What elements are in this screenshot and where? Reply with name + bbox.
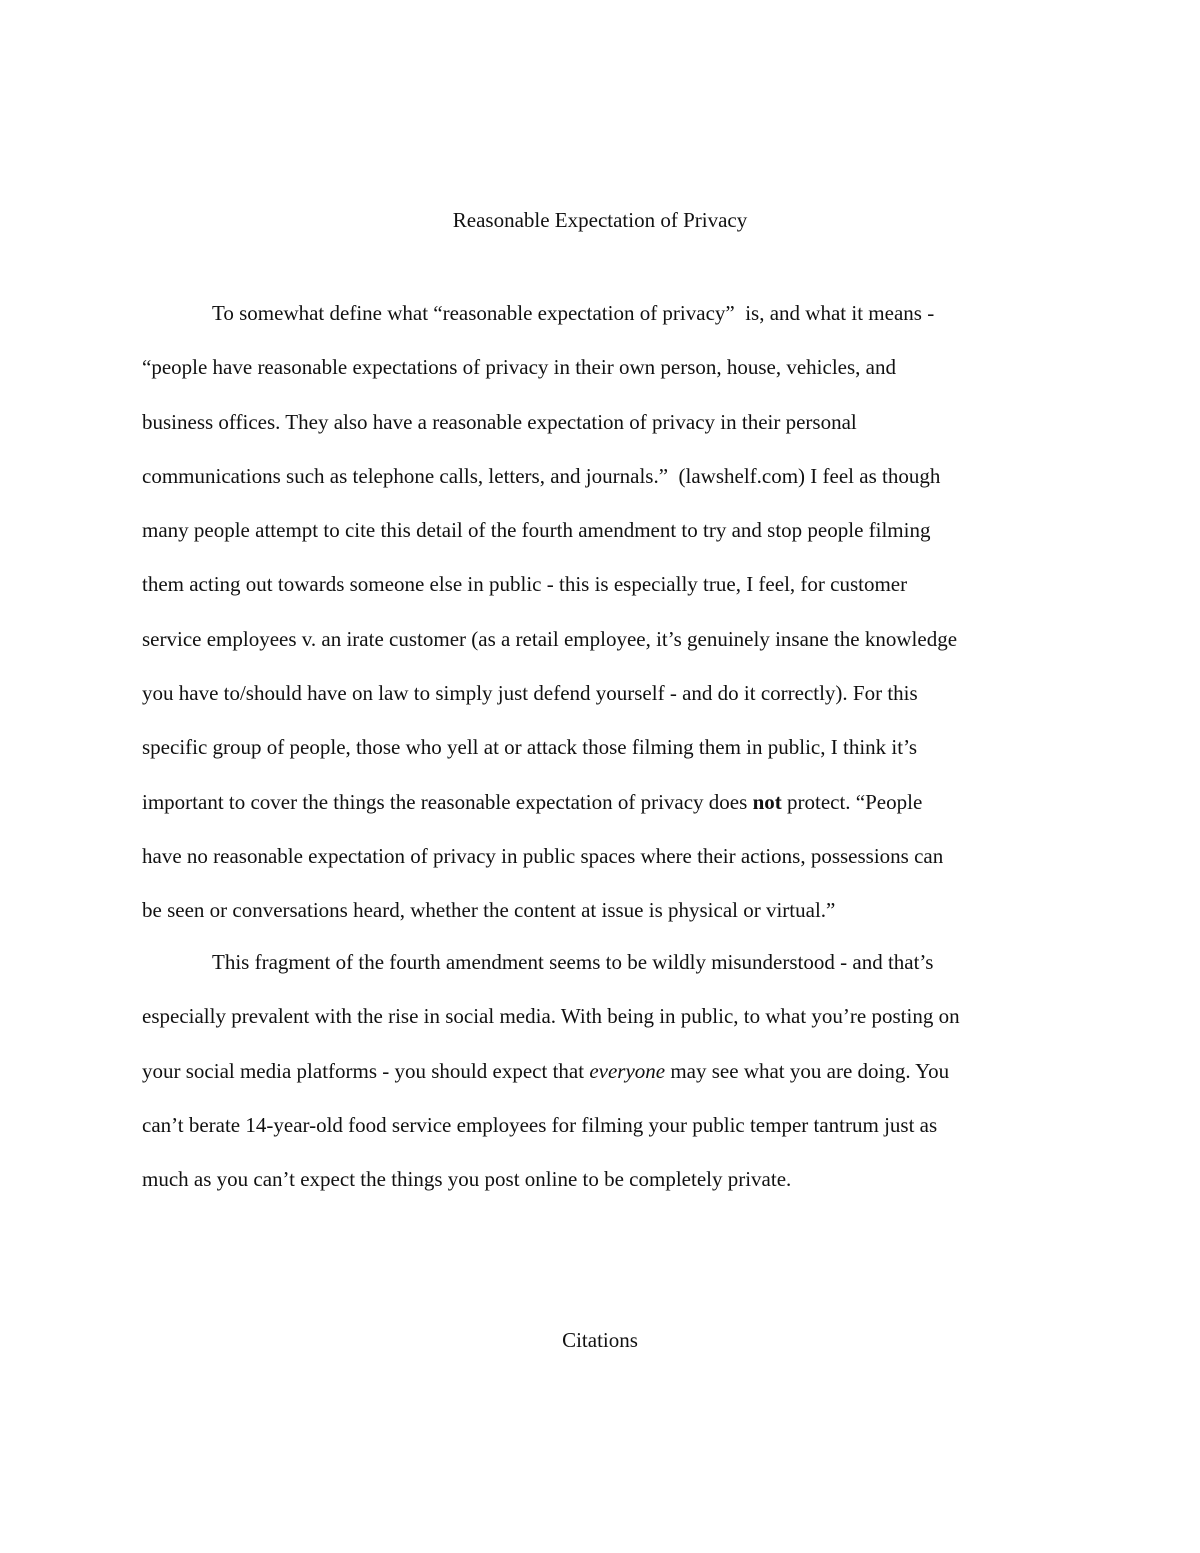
text-span: especially prevalent with the rise in social media. With being in public, to what you’re posting on [142, 1004, 960, 1029]
document-title: Reasonable Expectation of Privacy [452, 208, 748, 232]
text-span: you have to/should have on law to simply just defend yourself - and do it correctly). For this [142, 681, 918, 706]
text-line [142, 515, 1072, 569]
text-line [142, 732, 1072, 786]
text-line [142, 841, 1072, 895]
text-line [142, 678, 1072, 732]
bold-emphasis: not [752, 789, 782, 814]
text-span: protect. “People [781, 789, 923, 814]
text-span: be seen or conversations heard, whether the content at issue is physical or virtual.” [142, 898, 836, 923]
text-line [142, 895, 1072, 949]
text-span: can’t berate 14-year-old food service employees for filming your public temper tantrum just as [142, 1112, 938, 1137]
text-line [142, 352, 1072, 406]
paragraph-2 [142, 947, 1072, 1218]
text-line [142, 947, 1072, 1001]
text-span: service employees v. an irate customer (as a retail employee, it’s genuinely insane the knowledge [142, 626, 958, 651]
text-span: This fragment of the fourth amendment seems to be wildly misunderstood - and that’s [212, 950, 934, 974]
text-line [142, 1110, 1072, 1164]
text-span: your social media platforms - you should expect that [142, 1058, 590, 1083]
text-span: specific group of people, those who yell at or attack those filming them in public, I think it’s [142, 735, 918, 760]
text-line [142, 624, 1072, 678]
text-line [142, 407, 1072, 461]
citations-heading: Citations [562, 1328, 638, 1352]
text-line [142, 1001, 1072, 1055]
text-span: may see what you are doing. You [665, 1058, 950, 1083]
italic-emphasis: everyone [589, 1058, 666, 1083]
paragraph-1 [142, 298, 1072, 950]
text-span: “people have reasonable expectations of privacy in their own person, house, vehicles, and [142, 355, 896, 380]
text-line [142, 569, 1072, 623]
text-span: many people attempt to cite this detail of the fourth amendment to try and stop people filming [142, 518, 931, 543]
text-span: business offices. They also have a reasonable expectation of privacy in their personal [142, 409, 857, 434]
text-span: them acting out towards someone else in public - this is especially true, I feel, for customer [142, 572, 908, 597]
text-span: communications such as telephone calls, letters, and journals.” (lawshelf.com) I feel as though [142, 463, 941, 488]
text-line [142, 787, 1072, 841]
text-line [142, 1164, 1072, 1218]
text-span: To somewhat define what “reasonable expectation of privacy” is, and what it means - [212, 301, 935, 325]
text-line [142, 461, 1072, 515]
text-span: much as you can’t expect the things you post online to be completely private. [142, 1167, 792, 1192]
text-line [142, 298, 1072, 352]
text-span: have no reasonable expectation of privacy in public spaces where their actions, possessions can [142, 843, 944, 868]
text-line [142, 1056, 1072, 1110]
text-span: important to cover the things the reasonable expectation of privacy does [142, 789, 753, 814]
